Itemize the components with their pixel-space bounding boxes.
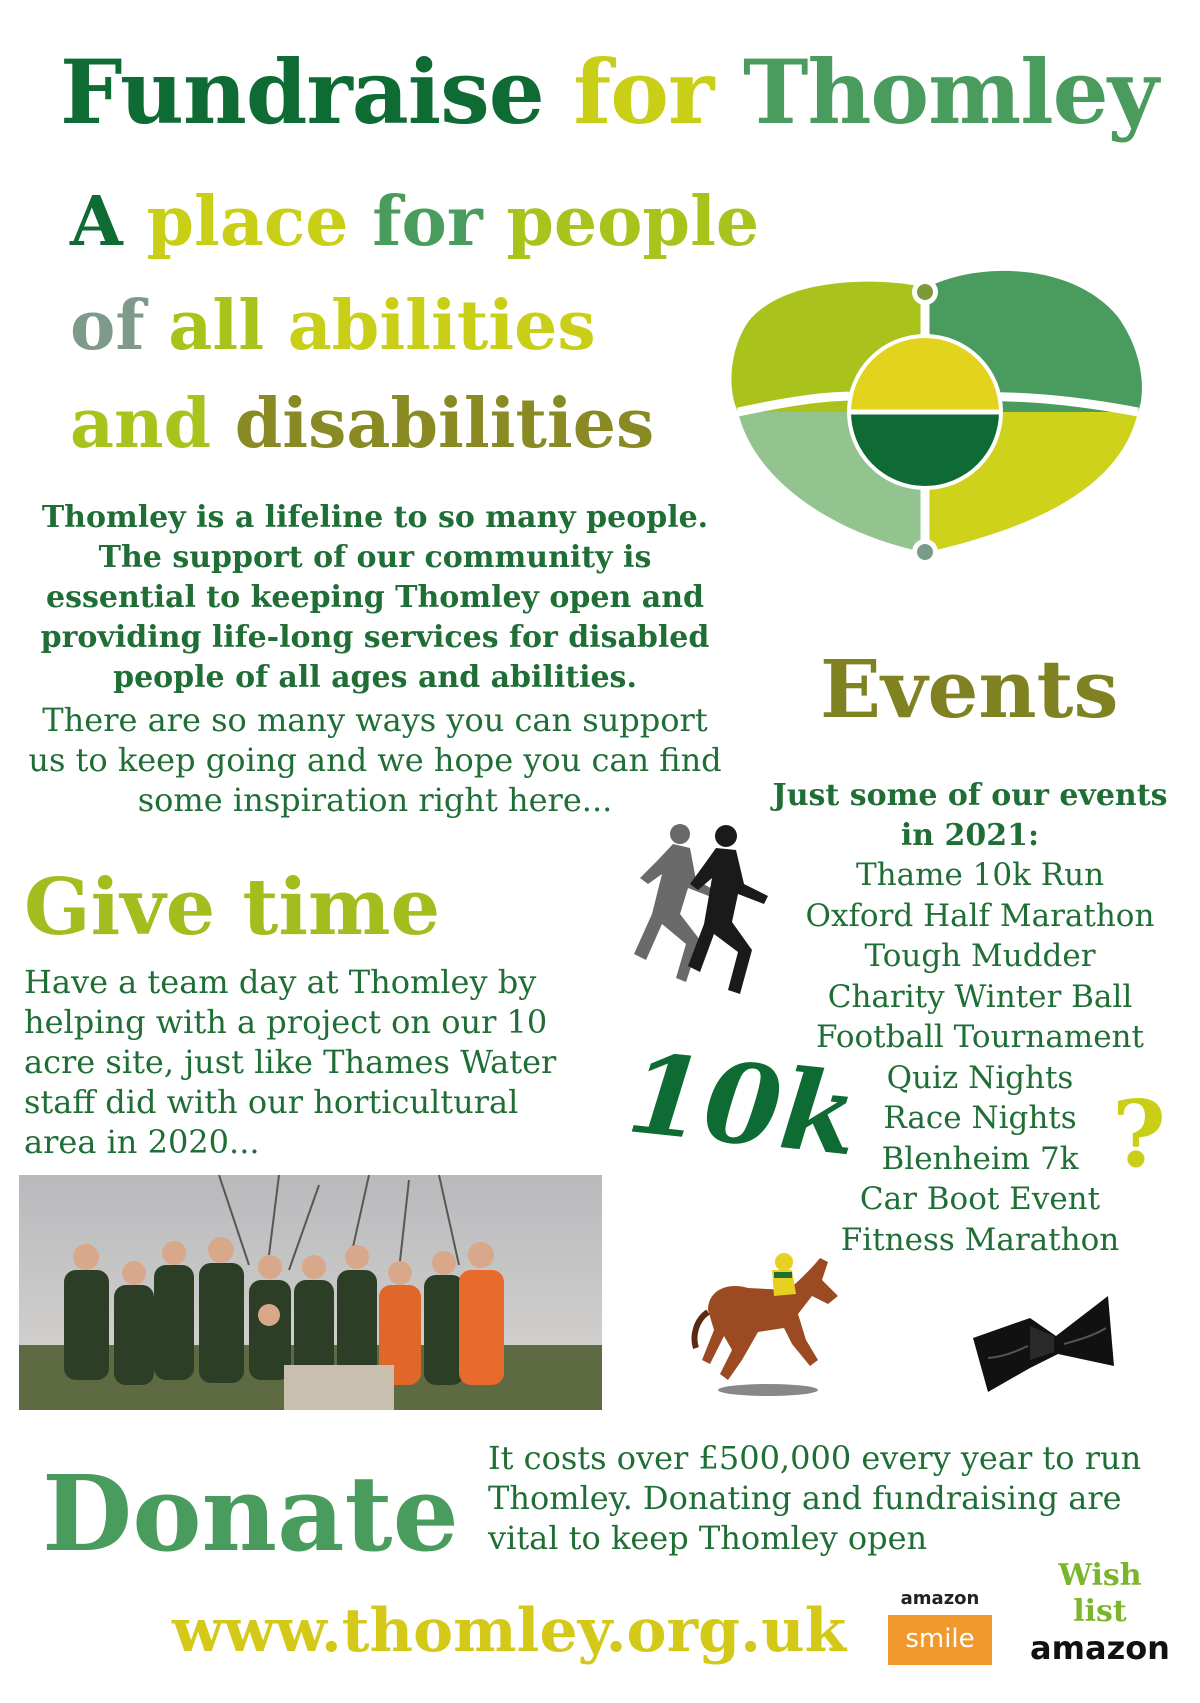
list-item: Quiz Nights bbox=[886, 1059, 1074, 1096]
tagline-line-3 bbox=[70, 384, 655, 464]
list-item: Car Boot Event bbox=[859, 1181, 1101, 1217]
list-item: Football Tournament bbox=[816, 1019, 1144, 1055]
page-title bbox=[60, 40, 1158, 144]
title-word-thomley: Thomley bbox=[742, 40, 1158, 144]
tagline-word: A bbox=[70, 182, 123, 262]
list-item: Fitness Marathon bbox=[840, 1221, 1120, 1258]
give-time-heading: Give time bbox=[24, 862, 441, 953]
racehorse-icon bbox=[688, 1240, 848, 1400]
list-item: Race Nights bbox=[883, 1100, 1077, 1136]
bow-tie-icon bbox=[968, 1288, 1118, 1398]
tagline-word: for bbox=[372, 182, 483, 262]
amazon-smile-brand: amazon bbox=[900, 1588, 980, 1609]
events-subheading: Just some of our events in 2021: bbox=[772, 778, 1168, 853]
tagline-word: of bbox=[70, 286, 145, 366]
tagline-word: all bbox=[168, 286, 265, 366]
amazon-smile-label: smile bbox=[888, 1615, 992, 1665]
amazon-smile-icon[interactable] bbox=[888, 1588, 992, 1678]
donate-text: It costs over £500,000 every year to run Thomley. Donating and fundraising are vital to keep Thomley open bbox=[488, 1439, 1142, 1557]
website-link[interactable]: www.thomley.org.uk bbox=[172, 1596, 847, 1666]
heart-logo-icon bbox=[728, 262, 1148, 572]
title-word-for: for bbox=[573, 40, 714, 144]
tagline-word: and bbox=[70, 384, 212, 464]
wishlist-line-1: Wish bbox=[1058, 1558, 1142, 1593]
donate-heading: Donate bbox=[42, 1452, 459, 1575]
list-item: Oxford Half Marathon bbox=[805, 897, 1155, 934]
give-time-text: Have a team day at Thomley by helping with a project on our 10 acre site, just like Thames Water staff did with our horticultural area in 2020... bbox=[24, 963, 557, 1161]
wishlist-brand: amazon bbox=[1030, 1629, 1170, 1667]
wishlist-line-2: list bbox=[1073, 1594, 1127, 1629]
list-item: Tough Mudder bbox=[864, 938, 1096, 974]
intro-bold-text: Thomley is a lifeline to so many people. The support of our community is essential to keeping Thomley open and providing life-long services for disabled people of all ages and abilities. bbox=[40, 500, 710, 695]
list-item: Blenheim 7k bbox=[881, 1140, 1079, 1177]
team-photo bbox=[19, 1175, 602, 1410]
tagline-word: people bbox=[506, 182, 760, 262]
tagline-line-2 bbox=[70, 286, 596, 366]
title-word-fundraise: Fundraise bbox=[60, 40, 544, 144]
tagline-word: place bbox=[146, 182, 349, 262]
ten-k-graphic: 10k bbox=[621, 1028, 864, 1181]
tagline-word: disabilities bbox=[234, 384, 655, 464]
tagline-line-1 bbox=[70, 182, 760, 262]
list-item: Thame 10k Run bbox=[855, 857, 1105, 893]
list-item: Charity Winter Ball bbox=[827, 978, 1133, 1015]
tagline-word: abilities bbox=[287, 286, 596, 366]
amazon-wishlist-icon[interactable] bbox=[1030, 1558, 1170, 1666]
question-mark-graphic: ? bbox=[1112, 1080, 1166, 1188]
intro-regular-text: There are so many ways you can support us to keep going and we hope you can find some inspiration right here... bbox=[28, 701, 722, 819]
events-heading: Events bbox=[820, 642, 1119, 736]
runners-icon bbox=[628, 822, 788, 1002]
